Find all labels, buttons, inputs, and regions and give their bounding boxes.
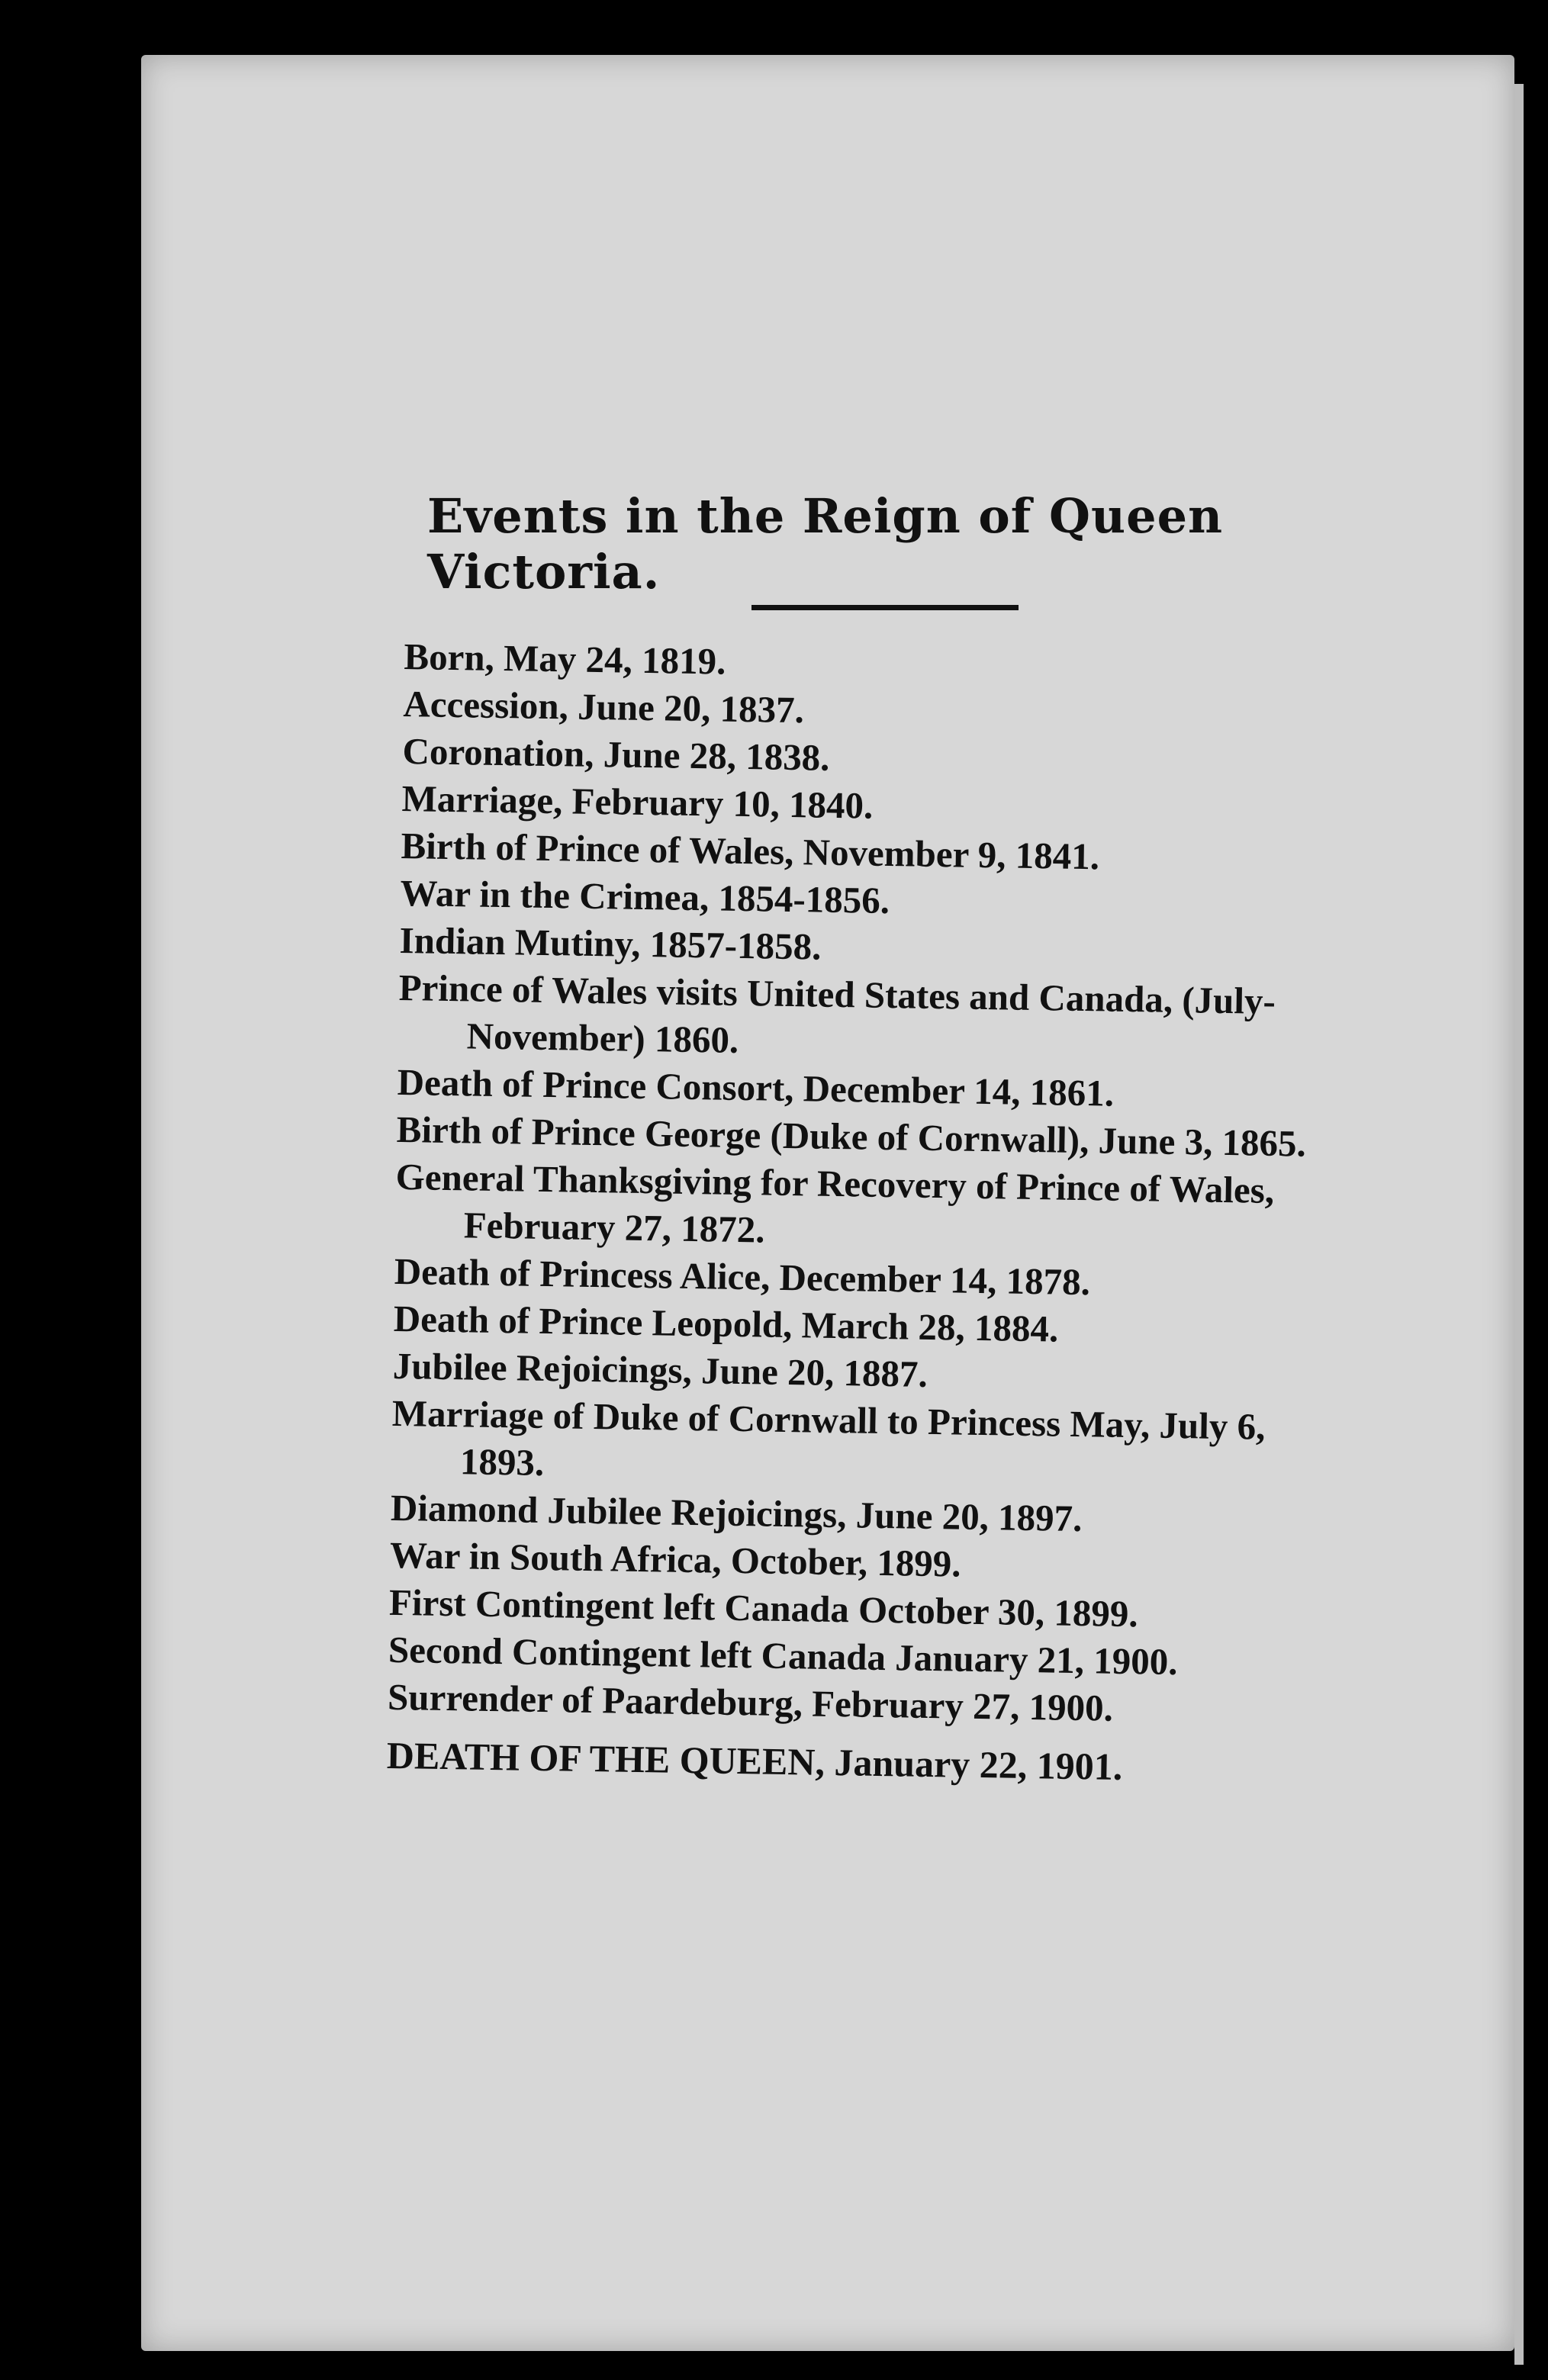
event-item: Diamond Jubilee Rejoicings, June 20, 1897. bbox=[390, 1486, 1083, 1540]
event-item: Second Contingent left Canada January 21, 1900. bbox=[388, 1628, 1178, 1684]
document-title: Events in the Reign of Queen Victoria. bbox=[427, 488, 1224, 600]
events-list bbox=[386, 633, 1350, 1793]
event-item: Indian Mutiny, 1857-1858. bbox=[399, 918, 822, 968]
page-edge bbox=[1514, 84, 1524, 2365]
event-item: War in the Crimea, 1854-1856. bbox=[400, 871, 890, 922]
event-item: Surrender of Paardeburg, February 27, 1900. bbox=[387, 1675, 1114, 1729]
event-item: Accession, June 20, 1837. bbox=[403, 682, 805, 732]
event-item: Birth of Prince George (Duke of Cornwall), June 3, 1865. bbox=[396, 1108, 1307, 1165]
event-item: Coronation, June 28, 1838. bbox=[402, 729, 830, 779]
event-item: General Thanksgiving for Recovery of Prince of Wales, February 27, 1872. bbox=[395, 1155, 1275, 1251]
event-item: Jubilee Rejoicings, June 20, 1887. bbox=[392, 1344, 928, 1395]
event-item: Marriage of Duke of Cornwall to Princess May, July 6, 1893. bbox=[391, 1391, 1266, 1484]
event-item: War in South Africa, October, 1899. bbox=[389, 1533, 961, 1585]
title-rule bbox=[751, 605, 1019, 610]
event-item: Marriage, February 10, 1840. bbox=[401, 777, 874, 827]
event-item: Prince of Wales visits United States and Canada, (July-November) 1860. bbox=[398, 966, 1276, 1061]
event-item: First Contingent left Canada October 30, 1899. bbox=[388, 1581, 1139, 1635]
event-item: Birth of Prince of Wales, November 9, 1841. bbox=[401, 824, 1100, 878]
event-item: Death of Prince Consort, December 14, 1861. bbox=[397, 1060, 1115, 1114]
event-item: Death of Prince Leopold, March 28, 1884. bbox=[393, 1297, 1059, 1350]
event-item: Born, May 24, 1819. bbox=[404, 635, 726, 683]
event-item-final: DEATH OF THE QUEEN, January 22, 1901. bbox=[386, 1733, 1123, 1788]
event-item: Death of Princess Alice, December 14, 1878. bbox=[394, 1250, 1091, 1304]
